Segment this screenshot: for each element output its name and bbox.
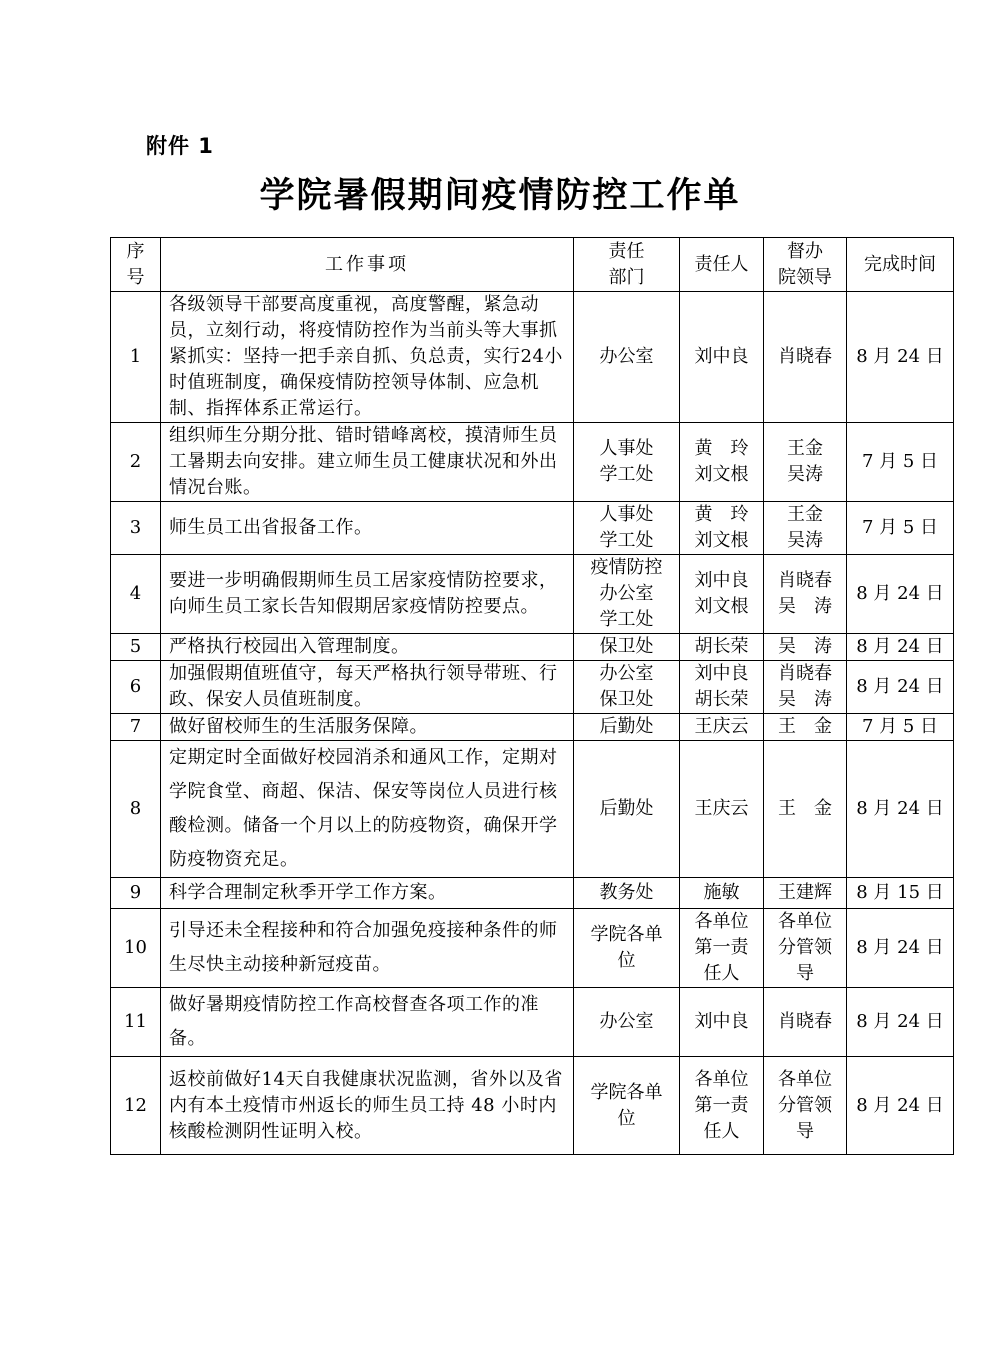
header-no: 序 号 [111, 238, 161, 292]
table-row [111, 741, 954, 878]
row-dept: 学院各单 位 [574, 909, 680, 988]
row-person: 刘中良 胡长荣 [680, 661, 764, 714]
row-item: 加强假期值班值守，每天严格执行领导带班、行政、保安人员值班制度。 [161, 661, 574, 714]
header-person: 责任人 [680, 238, 764, 292]
table-row [111, 423, 954, 502]
row-dept: 后勤处 [574, 714, 680, 741]
row-item: 定期定时全面做好校园消杀和通风工作，定期对学院食堂、商超、保洁、保安等岗位人员进行核酸检测。储备一个月以上的防疫物资，确保开学防疫物资充足。 [161, 741, 574, 878]
row-person: 刘中良 [680, 988, 764, 1057]
row-no: 12 [111, 1057, 161, 1155]
row-no: 4 [111, 555, 161, 634]
row-time: 8 月 24 日 [847, 741, 954, 878]
row-person: 刘中良 [680, 292, 764, 423]
row-no: 8 [111, 741, 161, 878]
row-item: 做好留校师生的生活服务保障。 [161, 714, 574, 741]
row-person: 黄 玲 刘文根 [680, 502, 764, 555]
row-no: 2 [111, 423, 161, 502]
row-dept: 保卫处 [574, 634, 680, 661]
table-row [111, 714, 954, 741]
row-no: 10 [111, 909, 161, 988]
row-leader: 肖晓春 吴 涛 [764, 555, 847, 634]
row-person: 黄 玲 刘文根 [680, 423, 764, 502]
row-person: 各单位 第一责 任人 [680, 909, 764, 988]
row-person: 各单位 第一责 任人 [680, 1057, 764, 1155]
row-item: 科学合理制定秋季开学工作方案。 [161, 878, 574, 909]
row-item: 返校前做好14天自我健康状况监测，省外以及省内有本土疫情市州返长的师生员工持 48 小时内核酸检测阴性证明入校。 [161, 1057, 574, 1155]
row-dept: 后勤处 [574, 741, 680, 878]
row-leader: 王金 吴涛 [764, 502, 847, 555]
row-dept: 办公室 保卫处 [574, 661, 680, 714]
table-row [111, 661, 954, 714]
row-leader: 王建辉 [764, 878, 847, 909]
row-person: 王庆云 [680, 741, 764, 878]
table-row [111, 634, 954, 661]
table-row [111, 909, 954, 988]
header-dept: 责任 部门 [574, 238, 680, 292]
row-person: 王庆云 [680, 714, 764, 741]
row-item: 师生员工出省报备工作。 [161, 502, 574, 555]
header-item: 工作事项 [161, 238, 574, 292]
row-person: 刘中良 刘文根 [680, 555, 764, 634]
row-no: 6 [111, 661, 161, 714]
row-dept: 办公室 [574, 292, 680, 423]
work-table [110, 237, 954, 1155]
row-leader: 吴 涛 [764, 634, 847, 661]
row-item: 引导还未全程接种和符合加强免疫接种条件的师生尽快主动接种新冠疫苗。 [161, 909, 574, 988]
row-time: 7 月 5 日 [847, 714, 954, 741]
row-person: 胡长荣 [680, 634, 764, 661]
row-dept: 人事处 学工处 [574, 502, 680, 555]
row-time: 8 月 24 日 [847, 634, 954, 661]
row-item: 各级领导干部要高度重视，高度警醒，紧急动员，立刻行动，将疫情防控作为当前头等大事抓紧抓实：坚持一把手亲自抓、负总责，实行24小时值班制度，确保疫情防控领导体制、应急机制、指挥体系正常运行。 [161, 292, 574, 423]
row-leader: 肖晓春 [764, 988, 847, 1057]
table-row [111, 878, 954, 909]
row-time: 8 月 24 日 [847, 661, 954, 714]
table-row [111, 292, 954, 423]
row-leader: 肖晓春 吴 涛 [764, 661, 847, 714]
row-dept: 人事处 学工处 [574, 423, 680, 502]
table-row [111, 555, 954, 634]
row-leader: 各单位 分管领 导 [764, 1057, 847, 1155]
row-no: 7 [111, 714, 161, 741]
document-title: 学院暑假期间疫情防控工作单 [259, 175, 741, 216]
table-row [111, 502, 954, 555]
row-no: 9 [111, 878, 161, 909]
row-item: 组织师生分期分批、错时错峰离校，摸清师生员工暑期去向安排。建立师生员工健康状况和外出情况台账。 [161, 423, 574, 502]
row-dept: 办公室 [574, 988, 680, 1057]
row-no: 5 [111, 634, 161, 661]
row-no: 3 [111, 502, 161, 555]
row-dept: 疫情防控 办公室 学工处 [574, 555, 680, 634]
row-leader: 王金 吴涛 [764, 423, 847, 502]
row-time: 8 月 24 日 [847, 555, 954, 634]
row-time: 8 月 15 日 [847, 878, 954, 909]
row-time: 7 月 5 日 [847, 423, 954, 502]
table-header-row [111, 238, 954, 292]
row-item: 严格执行校园出入管理制度。 [161, 634, 574, 661]
row-dept: 学院各单 位 [574, 1057, 680, 1155]
row-leader: 肖晓春 [764, 292, 847, 423]
row-leader: 王 金 [764, 714, 847, 741]
row-time: 8 月 24 日 [847, 292, 954, 423]
row-time: 8 月 24 日 [847, 909, 954, 988]
row-item: 做好暑期疫情防控工作高校督查各项工作的准备。 [161, 988, 574, 1057]
row-item: 要进一步明确假期师生员工居家疫情防控要求，向师生员工家长告知假期居家疫情防控要点。 [161, 555, 574, 634]
row-time: 8 月 24 日 [847, 988, 954, 1057]
row-no: 11 [111, 988, 161, 1057]
table-row [111, 1057, 954, 1155]
header-time: 完成时间 [847, 238, 954, 292]
attachment-label: 附件 1 [146, 134, 214, 158]
row-dept: 教务处 [574, 878, 680, 909]
header-leader: 督办 院领导 [764, 238, 847, 292]
row-time: 8 月 24 日 [847, 1057, 954, 1155]
table-row [111, 988, 954, 1057]
row-no: 1 [111, 292, 161, 423]
row-leader: 王 金 [764, 741, 847, 878]
row-time: 7 月 5 日 [847, 502, 954, 555]
row-leader: 各单位 分管领 导 [764, 909, 847, 988]
row-person: 施敏 [680, 878, 764, 909]
